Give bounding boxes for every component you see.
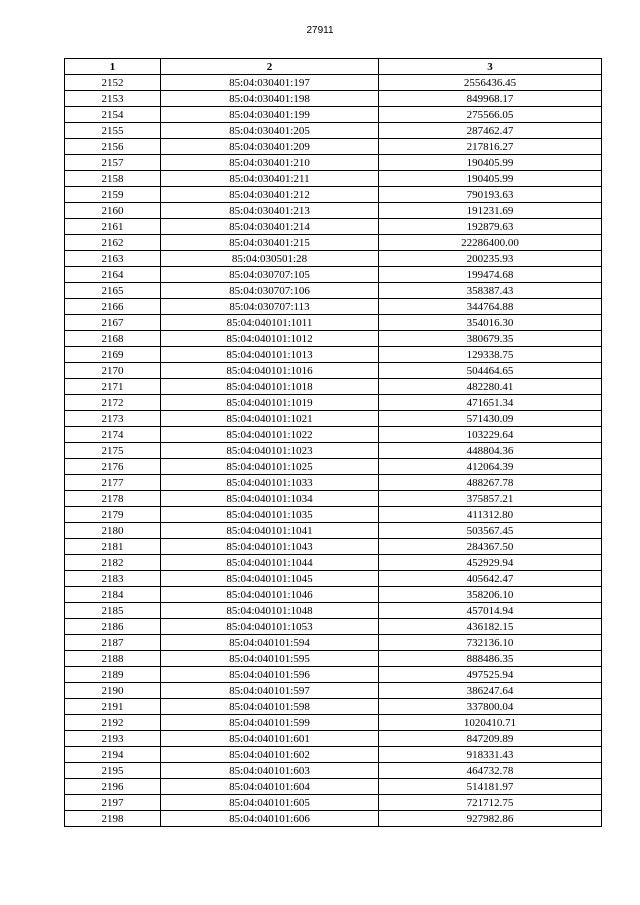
value-cell: 22286400.00 bbox=[379, 235, 602, 251]
value-cell: 358206.10 bbox=[379, 587, 602, 603]
value-cell: 344764.88 bbox=[379, 299, 602, 315]
table-row bbox=[65, 395, 602, 411]
row-number-cell: 2185 bbox=[65, 603, 161, 619]
cadastral-number-cell: 85:04:040101:1043 bbox=[161, 539, 379, 555]
cadastral-number-cell: 85:04:030401:211 bbox=[161, 171, 379, 187]
table-row bbox=[65, 171, 602, 187]
value-cell: 1020410.71 bbox=[379, 715, 602, 731]
cadastral-number-cell: 85:04:040101:1035 bbox=[161, 507, 379, 523]
table-row bbox=[65, 571, 602, 587]
cadastral-number-cell: 85:04:030501:28 bbox=[161, 251, 379, 267]
row-number-cell: 2171 bbox=[65, 379, 161, 395]
table-row bbox=[65, 107, 602, 123]
table-row bbox=[65, 699, 602, 715]
table-row bbox=[65, 491, 602, 507]
row-number-cell: 2153 bbox=[65, 91, 161, 107]
table-row bbox=[65, 251, 602, 267]
row-number-cell: 2156 bbox=[65, 139, 161, 155]
value-cell: 190405.99 bbox=[379, 155, 602, 171]
table-row bbox=[65, 811, 602, 827]
table-row bbox=[65, 283, 602, 299]
table-row bbox=[65, 635, 602, 651]
value-cell: 287462.47 bbox=[379, 123, 602, 139]
row-number-cell: 2168 bbox=[65, 331, 161, 347]
column-header-2: 2 bbox=[161, 59, 379, 75]
row-number-cell: 2162 bbox=[65, 235, 161, 251]
table-row bbox=[65, 715, 602, 731]
table-row bbox=[65, 203, 602, 219]
cadastral-number-cell: 85:04:030401:213 bbox=[161, 203, 379, 219]
cadastral-number-cell: 85:04:040101:1034 bbox=[161, 491, 379, 507]
cadastral-number-cell: 85:04:040101:598 bbox=[161, 699, 379, 715]
row-number-cell: 2190 bbox=[65, 683, 161, 699]
table-header bbox=[65, 59, 602, 75]
column-header-3: 3 bbox=[379, 59, 602, 75]
cadastral-number-cell: 85:04:040101:1025 bbox=[161, 459, 379, 475]
cadastral-number-cell: 85:04:030707:106 bbox=[161, 283, 379, 299]
table-row bbox=[65, 779, 602, 795]
column-header-1: 1 bbox=[65, 59, 161, 75]
row-number-cell: 2166 bbox=[65, 299, 161, 315]
table-row bbox=[65, 331, 602, 347]
row-number-cell: 2170 bbox=[65, 363, 161, 379]
cadastral-number-cell: 85:04:030401:197 bbox=[161, 75, 379, 91]
value-cell: 448804.36 bbox=[379, 443, 602, 459]
value-cell: 217816.27 bbox=[379, 139, 602, 155]
value-cell: 191231.69 bbox=[379, 203, 602, 219]
row-number-cell: 2159 bbox=[65, 187, 161, 203]
table-row bbox=[65, 795, 602, 811]
cadastral-number-cell: 85:04:030401:209 bbox=[161, 139, 379, 155]
row-number-cell: 2187 bbox=[65, 635, 161, 651]
row-number-cell: 2160 bbox=[65, 203, 161, 219]
cadastral-number-cell: 85:04:030401:214 bbox=[161, 219, 379, 235]
table-row bbox=[65, 75, 602, 91]
row-number-cell: 2157 bbox=[65, 155, 161, 171]
row-number-cell: 2163 bbox=[65, 251, 161, 267]
cadastral-number-cell: 85:04:040101:596 bbox=[161, 667, 379, 683]
row-number-cell: 2181 bbox=[65, 539, 161, 555]
cadastral-number-cell: 85:04:040101:599 bbox=[161, 715, 379, 731]
table-row bbox=[65, 139, 602, 155]
value-cell: 514181.97 bbox=[379, 779, 602, 795]
value-cell: 412064.39 bbox=[379, 459, 602, 475]
table-row bbox=[65, 603, 602, 619]
table-row bbox=[65, 443, 602, 459]
row-number-cell: 2178 bbox=[65, 491, 161, 507]
table-row bbox=[65, 347, 602, 363]
cadastral-number-cell: 85:04:030401:215 bbox=[161, 235, 379, 251]
row-number-cell: 2180 bbox=[65, 523, 161, 539]
row-number-cell: 2182 bbox=[65, 555, 161, 571]
row-number-cell: 2175 bbox=[65, 443, 161, 459]
header-row bbox=[65, 59, 602, 75]
value-cell: 888486.35 bbox=[379, 651, 602, 667]
table-row bbox=[65, 555, 602, 571]
row-number-cell: 2154 bbox=[65, 107, 161, 123]
value-cell: 452929.94 bbox=[379, 555, 602, 571]
page-number: 27911 bbox=[306, 25, 334, 36]
row-number-cell: 2165 bbox=[65, 283, 161, 299]
table-row bbox=[65, 363, 602, 379]
row-number-cell: 2192 bbox=[65, 715, 161, 731]
cadastral-number-cell: 85:04:040101:1016 bbox=[161, 363, 379, 379]
value-cell: 200235.93 bbox=[379, 251, 602, 267]
table-body bbox=[65, 75, 602, 827]
value-cell: 721712.75 bbox=[379, 795, 602, 811]
value-cell: 497525.94 bbox=[379, 667, 602, 683]
value-cell: 927982.86 bbox=[379, 811, 602, 827]
value-cell: 190405.99 bbox=[379, 171, 602, 187]
table-row bbox=[65, 123, 602, 139]
cadastral-number-cell: 85:04:030401:205 bbox=[161, 123, 379, 139]
table-row bbox=[65, 667, 602, 683]
value-cell: 103229.64 bbox=[379, 427, 602, 443]
cadastral-number-cell: 85:04:040101:597 bbox=[161, 683, 379, 699]
row-number-cell: 2152 bbox=[65, 75, 161, 91]
table-row bbox=[65, 763, 602, 779]
cadastral-number-cell: 85:04:030401:212 bbox=[161, 187, 379, 203]
cadastral-number-cell: 85:04:040101:1022 bbox=[161, 427, 379, 443]
table-row bbox=[65, 587, 602, 603]
table-row bbox=[65, 155, 602, 171]
cadastral-number-cell: 85:04:040101:1048 bbox=[161, 603, 379, 619]
row-number-cell: 2189 bbox=[65, 667, 161, 683]
value-cell: 411312.80 bbox=[379, 507, 602, 523]
row-number-cell: 2193 bbox=[65, 731, 161, 747]
registry-table bbox=[64, 58, 602, 827]
value-cell: 375857.21 bbox=[379, 491, 602, 507]
row-number-cell: 2195 bbox=[65, 763, 161, 779]
table-row bbox=[65, 187, 602, 203]
cadastral-number-cell: 85:04:040101:606 bbox=[161, 811, 379, 827]
row-number-cell: 2158 bbox=[65, 171, 161, 187]
row-number-cell: 2176 bbox=[65, 459, 161, 475]
value-cell: 436182.15 bbox=[379, 619, 602, 635]
cadastral-number-cell: 85:04:040101:1033 bbox=[161, 475, 379, 491]
value-cell: 464732.78 bbox=[379, 763, 602, 779]
value-cell: 284367.50 bbox=[379, 539, 602, 555]
table-row bbox=[65, 619, 602, 635]
cadastral-number-cell: 85:04:040101:1044 bbox=[161, 555, 379, 571]
table-row bbox=[65, 539, 602, 555]
cadastral-number-cell: 85:04:040101:595 bbox=[161, 651, 379, 667]
row-number-cell: 2172 bbox=[65, 395, 161, 411]
table-row bbox=[65, 459, 602, 475]
row-number-cell: 2179 bbox=[65, 507, 161, 523]
row-number-cell: 2164 bbox=[65, 267, 161, 283]
value-cell: 849968.17 bbox=[379, 91, 602, 107]
row-number-cell: 2184 bbox=[65, 587, 161, 603]
value-cell: 2556436.45 bbox=[379, 75, 602, 91]
value-cell: 386247.64 bbox=[379, 683, 602, 699]
value-cell: 380679.35 bbox=[379, 331, 602, 347]
cadastral-number-cell: 85:04:040101:1046 bbox=[161, 587, 379, 603]
table-row bbox=[65, 747, 602, 763]
table-row bbox=[65, 411, 602, 427]
table-row bbox=[65, 683, 602, 699]
cadastral-number-cell: 85:04:040101:1012 bbox=[161, 331, 379, 347]
table-row bbox=[65, 235, 602, 251]
cadastral-number-cell: 85:04:040101:1021 bbox=[161, 411, 379, 427]
row-number-cell: 2155 bbox=[65, 123, 161, 139]
row-number-cell: 2174 bbox=[65, 427, 161, 443]
cadastral-number-cell: 85:04:030401:198 bbox=[161, 91, 379, 107]
row-number-cell: 2169 bbox=[65, 347, 161, 363]
row-number-cell: 2167 bbox=[65, 315, 161, 331]
cadastral-number-cell: 85:04:040101:1053 bbox=[161, 619, 379, 635]
row-number-cell: 2196 bbox=[65, 779, 161, 795]
row-number-cell: 2186 bbox=[65, 619, 161, 635]
value-cell: 504464.65 bbox=[379, 363, 602, 379]
value-cell: 129338.75 bbox=[379, 347, 602, 363]
cadastral-number-cell: 85:04:030707:113 bbox=[161, 299, 379, 315]
value-cell: 918331.43 bbox=[379, 747, 602, 763]
cadastral-number-cell: 85:04:040101:1011 bbox=[161, 315, 379, 331]
value-cell: 192879.63 bbox=[379, 219, 602, 235]
table-row bbox=[65, 91, 602, 107]
row-number-cell: 2161 bbox=[65, 219, 161, 235]
value-cell: 571430.09 bbox=[379, 411, 602, 427]
cadastral-number-cell: 85:04:040101:603 bbox=[161, 763, 379, 779]
row-number-cell: 2191 bbox=[65, 699, 161, 715]
table-row bbox=[65, 379, 602, 395]
table-row bbox=[65, 267, 602, 283]
cadastral-number-cell: 85:04:040101:1045 bbox=[161, 571, 379, 587]
table-row bbox=[65, 219, 602, 235]
row-number-cell: 2198 bbox=[65, 811, 161, 827]
row-number-cell: 2194 bbox=[65, 747, 161, 763]
value-cell: 482280.41 bbox=[379, 379, 602, 395]
cadastral-number-cell: 85:04:040101:601 bbox=[161, 731, 379, 747]
cadastral-number-cell: 85:04:030401:210 bbox=[161, 155, 379, 171]
cadastral-number-cell: 85:04:040101:1019 bbox=[161, 395, 379, 411]
table-row bbox=[65, 315, 602, 331]
value-cell: 275566.05 bbox=[379, 107, 602, 123]
value-cell: 503567.45 bbox=[379, 523, 602, 539]
value-cell: 358387.43 bbox=[379, 283, 602, 299]
value-cell: 337800.04 bbox=[379, 699, 602, 715]
value-cell: 199474.68 bbox=[379, 267, 602, 283]
value-cell: 488267.78 bbox=[379, 475, 602, 491]
value-cell: 405642.47 bbox=[379, 571, 602, 587]
cadastral-number-cell: 85:04:040101:1018 bbox=[161, 379, 379, 395]
cadastral-number-cell: 85:04:040101:1041 bbox=[161, 523, 379, 539]
value-cell: 354016.30 bbox=[379, 315, 602, 331]
value-cell: 457014.94 bbox=[379, 603, 602, 619]
table-row bbox=[65, 427, 602, 443]
value-cell: 471651.34 bbox=[379, 395, 602, 411]
cadastral-number-cell: 85:04:030707:105 bbox=[161, 267, 379, 283]
cadastral-number-cell: 85:04:030401:199 bbox=[161, 107, 379, 123]
value-cell: 732136.10 bbox=[379, 635, 602, 651]
table-row bbox=[65, 475, 602, 491]
cadastral-number-cell: 85:04:040101:602 bbox=[161, 747, 379, 763]
table-row bbox=[65, 731, 602, 747]
table-row bbox=[65, 507, 602, 523]
row-number-cell: 2188 bbox=[65, 651, 161, 667]
cadastral-number-cell: 85:04:040101:605 bbox=[161, 795, 379, 811]
table-row bbox=[65, 299, 602, 315]
cadastral-number-cell: 85:04:040101:1023 bbox=[161, 443, 379, 459]
table-row bbox=[65, 651, 602, 667]
table-row bbox=[65, 523, 602, 539]
value-cell: 790193.63 bbox=[379, 187, 602, 203]
row-number-cell: 2177 bbox=[65, 475, 161, 491]
cadastral-number-cell: 85:04:040101:1013 bbox=[161, 347, 379, 363]
value-cell: 847209.89 bbox=[379, 731, 602, 747]
row-number-cell: 2173 bbox=[65, 411, 161, 427]
row-number-cell: 2197 bbox=[65, 795, 161, 811]
cadastral-number-cell: 85:04:040101:594 bbox=[161, 635, 379, 651]
cadastral-number-cell: 85:04:040101:604 bbox=[161, 779, 379, 795]
row-number-cell: 2183 bbox=[65, 571, 161, 587]
